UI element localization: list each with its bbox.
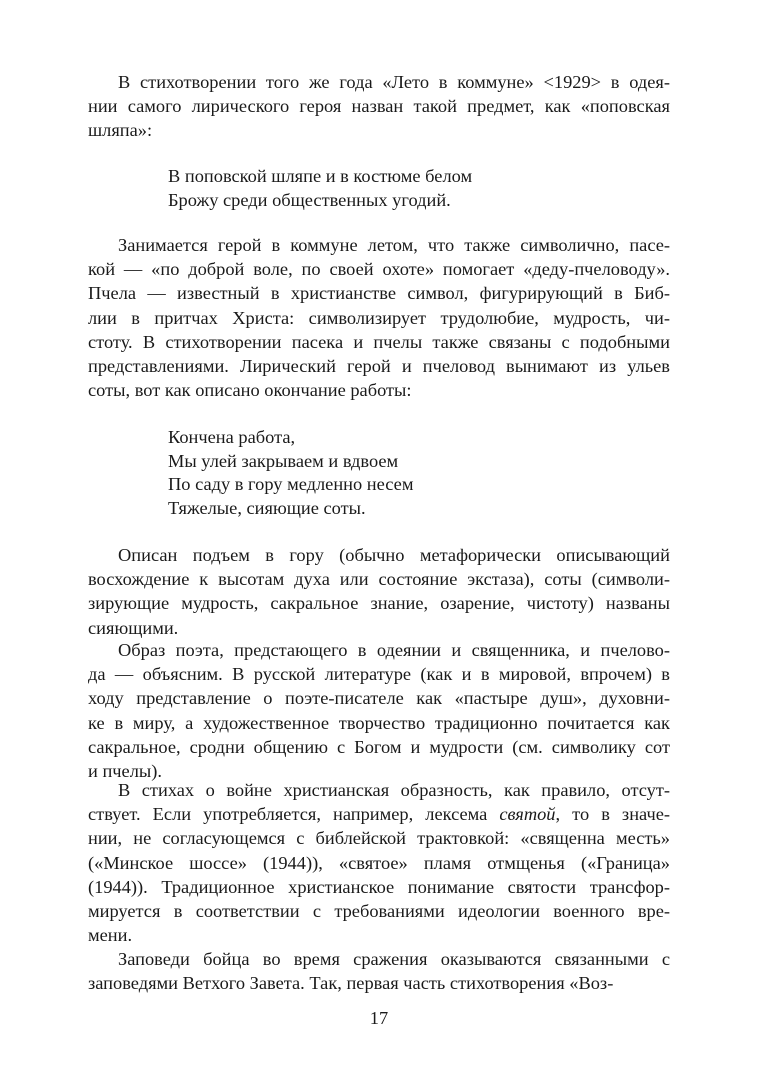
text-segment: ствует. Если употребляется, например, лексема (88, 804, 500, 825)
text-line: В стихотворении того же года «Лето в коммуне» <1929> в одея- (118, 72, 670, 92)
text-line: нии, не согласующемся с библейской трактовкой: «священна месть» (88, 828, 670, 849)
text-line: зирующие мудрость, сакральное знание, озарение, чистоту) названы (88, 593, 670, 614)
verse-line: Брожу среди общественных угодий. (168, 189, 451, 210)
text-line: заповедями Ветхого Завета. Так, первая часть стихотворения «Воз- (88, 973, 614, 994)
verse-quote-hat (168, 165, 750, 212)
text-line: Занимается герой в коммуне летом, что также символично, пасе- (118, 235, 670, 255)
text-line: кой — «по доброй воле, по своей охоте» помогает «деду-пчеловоду». (88, 259, 670, 280)
text-segment: , то в значе- (555, 804, 670, 825)
paragraph-apiary (88, 233, 670, 402)
text-line: В стихах о войне христианская образность, как правило, отсут- (118, 780, 670, 800)
text-line: шляпа»: (88, 120, 153, 141)
text-line: соты, вот как описано окончание работы: (88, 380, 412, 401)
text-line (88, 802, 670, 826)
text-line: нии самого лирического героя назван такой предмет, как «поповская (88, 96, 670, 117)
text-line: да — объясним. В русской литературе (как и в мировой, впрочем) в (88, 664, 670, 685)
text-line: Образ поэта, предстающего в одеянии и священника, и пчелово- (118, 640, 670, 660)
verse-line: В поповской шляпе и в костюме белом (168, 166, 473, 186)
verse-line: Кончена работа, (168, 427, 296, 447)
paragraph-ascent (88, 543, 670, 640)
verse-line: Мы улей закрываем и вдвоем (168, 450, 399, 471)
italic-term: святой (499, 804, 556, 825)
text-line: Описан подъем в гору (обычно метафорически описывающий (118, 545, 670, 565)
text-line: мируется в соответствии с требованиями идеологии военного вре- (88, 900, 670, 921)
text-line: сакральное, сродни общению с Богом и мудрости (см. символику сот (88, 736, 670, 757)
text-line: и пчелы). (88, 760, 162, 781)
text-line: («Минское шоссе» (1944)), «святое» пламя отмщенья («Граница» (88, 852, 670, 873)
verse-quote-honeycomb (168, 426, 750, 521)
text-line: стоту. В стихотворении пасека и пчелы также связаны с подобными (88, 331, 670, 352)
text-line: ке в миру, а художественное творчество традиционно почитается как (88, 712, 670, 733)
paragraph-war-poems (88, 778, 670, 947)
text-line: Заповеди бойца во время сражения оказываются связанными с (118, 949, 670, 969)
text-line: лии в притчах Христа: символизирует трудолюбие, мудрость, чи- (88, 307, 670, 328)
paragraph-summer-commune (88, 70, 670, 143)
page-number: 17 (369, 1008, 389, 1028)
text-line: мени. (88, 925, 133, 946)
verse-line: Тяжелые, сияющие соты. (168, 498, 366, 519)
text-line: сияющими. (88, 617, 179, 638)
text-line: (1944)). Традиционное христианское понимание святости трансфор- (88, 876, 670, 897)
paragraph-poet-image (88, 638, 670, 783)
paragraph-commandments (88, 947, 670, 995)
text-line: представлениями. Лирический герой и пчеловод вынимают из ульев (88, 355, 670, 376)
text-line: восхождение к высотам духа или состояние экстаза), соты (символи- (88, 569, 670, 590)
text-line: ходу представление о поэте-писателе как «пастыре душ», духовни- (88, 688, 670, 709)
text-line: Пчела — известный в христианстве символ, фигурирующий в Биб- (88, 283, 670, 304)
verse-line: По саду в гору медленно несем (168, 474, 414, 495)
